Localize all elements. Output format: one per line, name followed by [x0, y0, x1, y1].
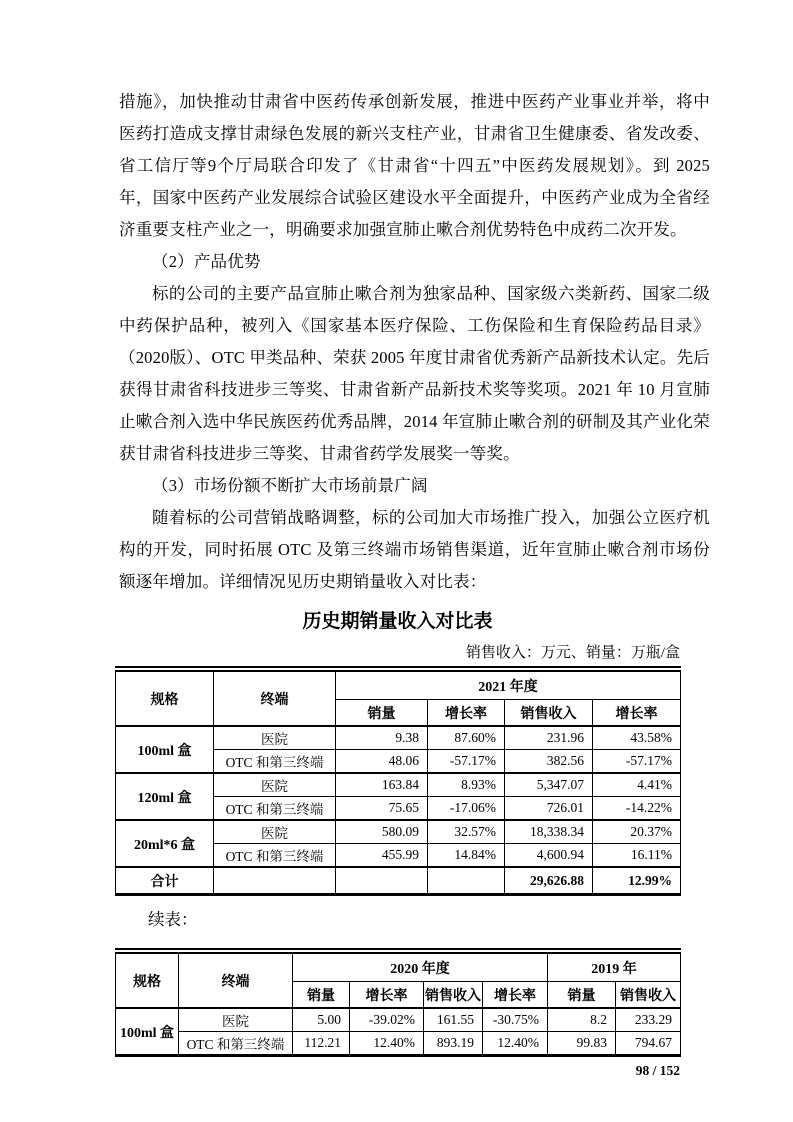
value-cell: 726.01 — [505, 797, 593, 821]
value-cell: 18,338.34 — [505, 820, 593, 844]
value-cell: -57.17% — [593, 750, 681, 774]
header-spec: 规格 — [116, 669, 214, 726]
value-cell: 5,347.07 — [505, 773, 593, 797]
header-year-2019: 2019 年 — [548, 951, 681, 982]
heading-product-advantage: （2）产品优势 — [152, 252, 261, 271]
value-cell: 43.58% — [593, 726, 681, 750]
total-revenue-cell: 29,626.88 — [505, 867, 593, 895]
empty-cell — [336, 867, 428, 895]
value-cell: 231.96 — [505, 726, 593, 750]
value-cell: 8.2 — [548, 1008, 616, 1032]
terminal-cell: OTC 和第三终端 — [214, 750, 336, 774]
unit-note: 销售收入：万元、销量：万瓶/盒 — [465, 645, 680, 661]
table-row — [116, 1032, 681, 1056]
header-year-2021: 2021 年度 — [336, 669, 681, 700]
table-header-row-1 — [116, 669, 681, 700]
value-cell: 48.06 — [336, 750, 428, 774]
header-terminal: 终端 — [179, 951, 293, 1008]
page-content — [119, 86, 710, 1079]
header-growth-2: 增长率 — [593, 700, 681, 727]
terminal-cell: OTC 和第三终端 — [214, 797, 336, 821]
table-row — [116, 726, 681, 750]
header-volume-2019: 销量 — [548, 982, 616, 1009]
header-growth: 增长率 — [428, 700, 505, 727]
total-label-cell: 合计 — [116, 867, 214, 895]
value-cell: 112.21 — [293, 1032, 350, 1056]
value-cell: 893.19 — [424, 1032, 483, 1056]
value-cell: 794.67 — [616, 1032, 681, 1056]
header-revenue: 销售收入 — [505, 700, 593, 727]
value-cell: 14.84% — [428, 844, 505, 868]
page-number: 98 / 152 — [635, 1063, 680, 1078]
header-growth: 增长率 — [350, 982, 424, 1009]
value-cell: 4,600.94 — [505, 844, 593, 868]
header-growth-2: 增长率 — [483, 982, 548, 1009]
value-cell: 16.11% — [593, 844, 681, 868]
spec-cell: 100ml 盒 — [116, 1008, 179, 1056]
header-volume: 销量 — [336, 700, 428, 727]
table-row — [116, 773, 681, 797]
value-cell: -57.17% — [428, 750, 505, 774]
paragraph-policy: 措施》，加快推动甘肃省中医药传承创新发展，推进中医药产业事业并举，将中医药打造成支撑甘肃绿色发展的新兴支柱产业，甘肃省卫生健康委、省发改委、省工信厅等9个厅局联合印发了《甘肃省“十四五”中医药发展规划》。到 2025 年，国家中医药产业发展综合试验区建设水平全面提升，中医药产业成为全省经济重要支柱产业之一，明确要求加强宣肺止嗽合剂优势特色中成药二次开发。 — [119, 92, 710, 239]
header-volume: 销量 — [293, 982, 350, 1009]
empty-cell — [214, 867, 336, 895]
value-cell: -30.75% — [483, 1008, 548, 1032]
total-growth-cell: 12.99% — [593, 867, 681, 895]
value-cell: 99.83 — [548, 1032, 616, 1056]
value-cell: 163.84 — [336, 773, 428, 797]
value-cell: -17.06% — [428, 797, 505, 821]
header-spec: 规格 — [116, 951, 179, 1008]
header-revenue: 销售收入 — [424, 982, 483, 1009]
header-year-2020: 2020 年度 — [293, 951, 548, 982]
terminal-cell: OTC 和第三终端 — [214, 844, 336, 868]
terminal-cell: 医院 — [214, 726, 336, 750]
paragraph-market-share: 随着标的公司营销战略调整，标的公司加大市场推广投入，加强公立医疗机构的开发，同时拓展 OTC 及第三终端市场销售渠道，近年宣肺止嗽合剂市场份额逐年增加。详细情况见历史期销量收入对比表： — [119, 508, 710, 591]
value-cell: 32.57% — [428, 820, 505, 844]
spec-cell: 20ml*6 盒 — [116, 820, 214, 867]
terminal-cell: 医院 — [214, 820, 336, 844]
sales-table-2021 — [115, 666, 681, 896]
value-cell: 20.37% — [593, 820, 681, 844]
continuation-label: 续表： — [148, 910, 198, 929]
empty-cell — [428, 867, 505, 895]
value-cell: 580.09 — [336, 820, 428, 844]
value-cell: 161.55 — [424, 1008, 483, 1032]
value-cell: 382.56 — [505, 750, 593, 774]
table-row — [116, 1008, 681, 1032]
terminal-cell: OTC 和第三终端 — [179, 1032, 293, 1056]
value-cell: 12.40% — [483, 1032, 548, 1056]
value-cell: -39.02% — [350, 1008, 424, 1032]
heading-market-share: （3）市场份额不断扩大市场前景广阔 — [152, 476, 428, 495]
paragraph-product-advantage: 标的公司的主要产品宣肺止嗽合剂为独家品种、国家级六类新药、国家二级中药保护品种，被列入《国家基本医疗保险、工伤保险和生育保险药品目录》（2020版）、OTC 甲类品种、荣获 2005 年度甘肃省优秀新产品新技术认定。先后获得甘肃省科技进步三等奖、甘肃省新产品新技术奖等奖项。2021 年 10 月宣肺止嗽合剂入选中华民族医药优秀品牌，2014 年宣肺止嗽合剂的研制及其产业化荣获甘肃省科技进步三等奖、甘肃省药学发展奖一等奖。 — [119, 284, 710, 463]
value-cell: 9.38 — [336, 726, 428, 750]
value-cell: 75.65 — [336, 797, 428, 821]
table-header-row-1 — [116, 951, 681, 982]
value-cell: 233.29 — [616, 1008, 681, 1032]
sales-table-2020-2019 — [115, 948, 681, 1057]
table-row — [116, 820, 681, 844]
terminal-cell: 医院 — [214, 773, 336, 797]
value-cell: 455.99 — [336, 844, 428, 868]
header-revenue-2019: 销售收入 — [616, 982, 681, 1009]
terminal-cell: 医院 — [179, 1008, 293, 1032]
table-total-row — [116, 867, 681, 895]
table-title: 历史期销量收入对比表 — [302, 611, 493, 632]
value-cell: 12.40% — [350, 1032, 424, 1056]
value-cell: 5.00 — [293, 1008, 350, 1032]
spec-cell: 100ml 盒 — [116, 726, 214, 773]
spec-cell: 120ml 盒 — [116, 773, 214, 820]
value-cell: 4.41% — [593, 773, 681, 797]
header-terminal: 终端 — [214, 669, 336, 726]
value-cell: 8.93% — [428, 773, 505, 797]
value-cell: 87.60% — [428, 726, 505, 750]
value-cell: -14.22% — [593, 797, 681, 821]
table-area — [115, 610, 680, 1079]
